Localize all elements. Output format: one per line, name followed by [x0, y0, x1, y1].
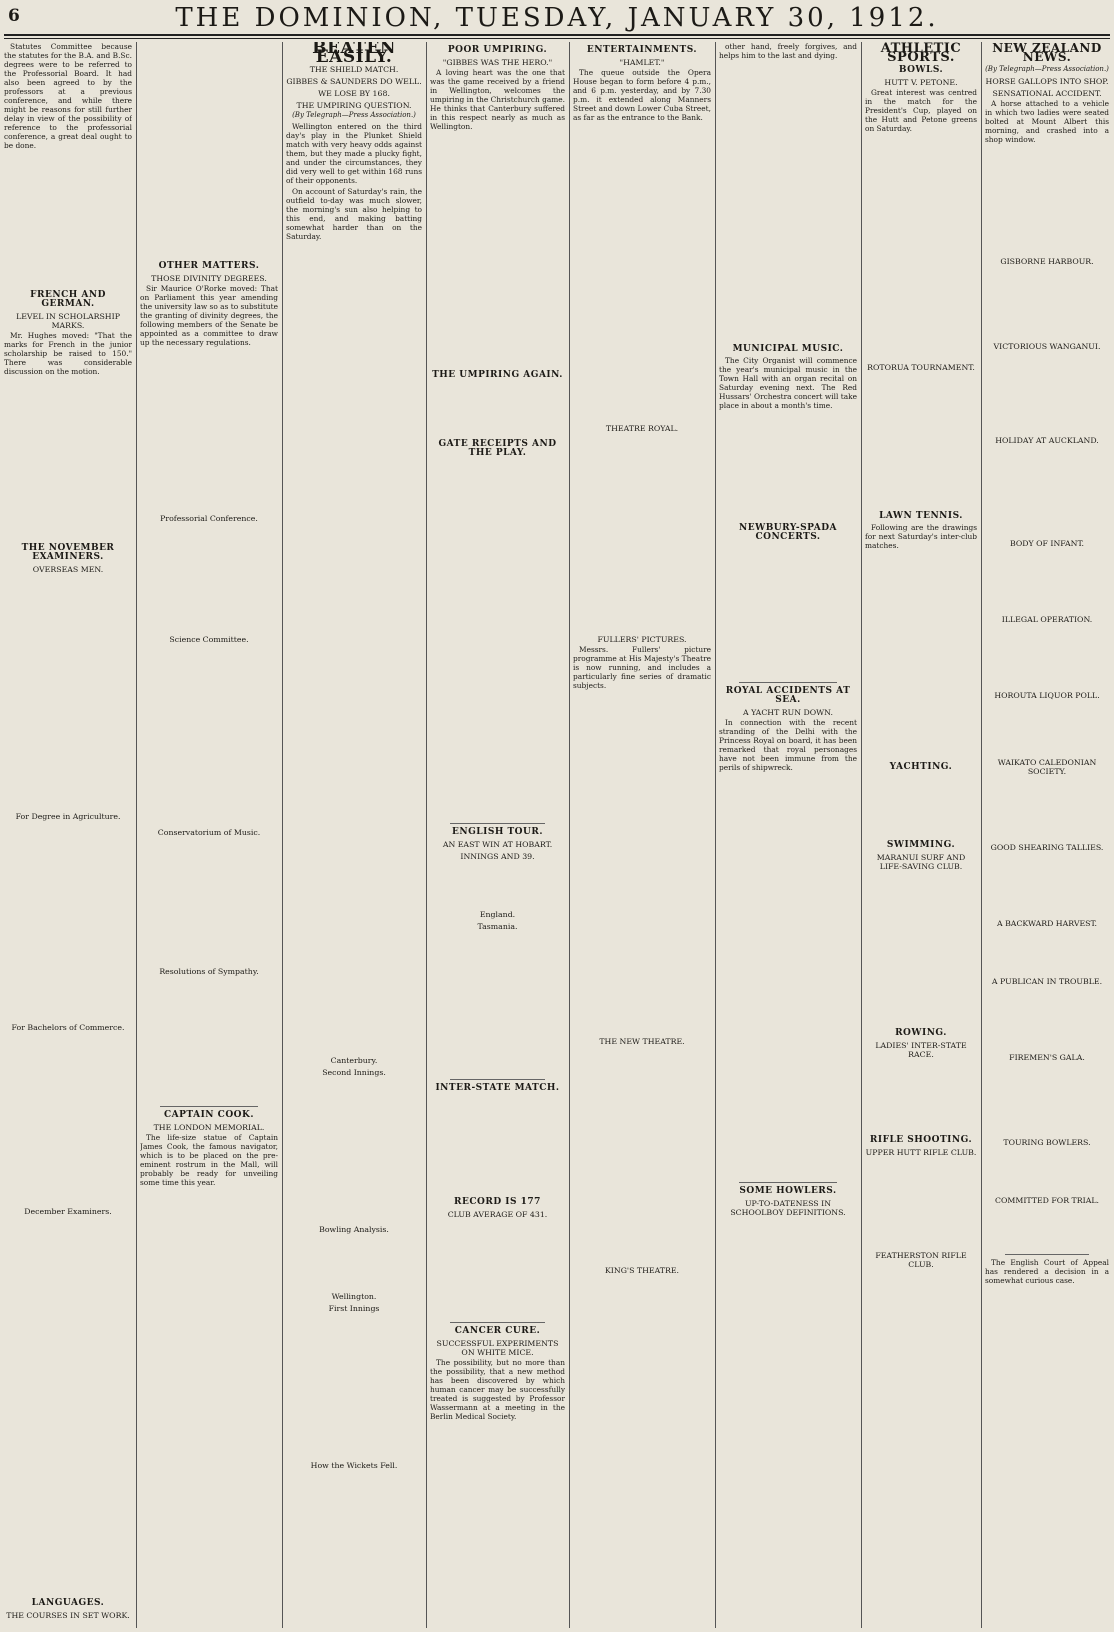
subheading-upper-hutt: UPPER HUTT RIFLE CLUB.: [865, 1148, 977, 1157]
heading-umpiring-again: THE UMPIRING AGAIN.: [432, 370, 563, 380]
heading-lawn-tennis: LAWN TENNIS.: [879, 511, 963, 521]
subheading-commerce: For Bachelors of Commerce.: [11, 1023, 125, 1032]
heading-gate-receipts: GATE RECEIPTS AND THE PLAY.: [438, 439, 557, 458]
subheading-hamlet: "HAMLET.": [619, 58, 665, 67]
subheading-maranui: MARANUI SURF AND LIFE-SAVING CLUB.: [876, 853, 966, 871]
article-paragraph: The possibility, but no more than the possibility, that a new method has been discovered by which human cancer may be successfully treated is suggested by Professor Wassermann at a meeting in the Berlin Medical Society.: [430, 1358, 565, 1421]
subheading-overseas: OVERSEAS MEN.: [32, 565, 104, 574]
text-block: [985, 549, 1109, 612]
subheading-wellington: Wellington.: [331, 1292, 377, 1301]
subheading-innings: INNINGS AND 39.: [460, 852, 535, 861]
subheading-holiday: HOLIDAY AT AUCKLAND.: [995, 436, 1099, 445]
text-block: [573, 692, 711, 1034]
article-paragraph: The English Court of Appeal has rendered a decision in a somewhat curious case.: [985, 1258, 1109, 1285]
text-block: [573, 1047, 711, 1263]
article-paragraph: Great interest was centred in the match for the President's Cup, played on the Hutt and Petone greens on Saturday.: [865, 88, 977, 133]
score-table: [286, 1235, 422, 1289]
heading-captain-cook: CAPTAIN COOK.: [164, 1110, 254, 1120]
subheading-kings-theatre: KING'S THEATRE.: [604, 1266, 680, 1275]
column-2: [140, 42, 278, 1628]
section-rule: [739, 1182, 837, 1183]
text-block: [573, 434, 711, 632]
text-block: [140, 1189, 278, 1628]
subheading-wanganui: VICTORIOUS WANGANUI.: [993, 342, 1101, 351]
subheading-rotorua: ROTORUA TOURNAMENT.: [867, 363, 975, 372]
text-block: [985, 625, 1109, 688]
article-paragraph: Mr. Hughes moved: "That the marks for French in the junior scholarship be raised to 150." There was considerable discussion on the motion.: [4, 331, 132, 376]
text-block: [865, 552, 977, 759]
article-paragraph: Wellington entered on the third day's play in the Plunket Shield match with very heavy odds against them, but they made a plucky fight, and under the circumstances, they did very well to get within 168 runs of their opponents.: [286, 122, 422, 185]
heading-howlers: SOME HOWLERS.: [739, 1186, 837, 1196]
text-block: [430, 1095, 565, 1194]
heading-rifle-shooting: RIFLE SHOOTING.: [869, 1135, 973, 1145]
subheading-theatre-royal: THEATRE ROYAL.: [605, 424, 679, 433]
column-1: [4, 42, 132, 1628]
subheading-committed: COMMITTED FOR TRIAL.: [995, 1196, 1099, 1205]
column-divider: [715, 42, 716, 1628]
text-block: [140, 645, 278, 825]
text-block: [985, 1206, 1109, 1251]
column-divider: [282, 42, 283, 1628]
text-block: [430, 133, 565, 367]
text-block: [4, 575, 132, 809]
subheading-publican: A PUBLICAN IN TROUBLE.: [991, 977, 1103, 986]
masthead-rule: [4, 34, 1110, 39]
text-block: [985, 267, 1109, 339]
column-8: [985, 42, 1109, 1628]
subheading-tasmania: Tasmania.: [477, 922, 518, 931]
subheading-science: Science Committee.: [169, 635, 249, 644]
article-paragraph: Following are the drawings for next Saturday's inter-club matches.: [865, 523, 977, 550]
subheading-canterbury: Canterbury.: [330, 1056, 378, 1065]
heading-languages: LANGUAGES.: [31, 1598, 105, 1608]
article-paragraph: On account of Saturday's rain, the outfield to-day was much slower, the morning's sun also helping to this end, and making batting somewhat harder than on the Saturday.: [286, 187, 422, 241]
subheading-sympathy: Resolutions of Sympathy.: [159, 967, 259, 976]
text-block: [865, 135, 977, 360]
heading-athletic-sports: ATHLETIC SPORTS.: [880, 42, 962, 65]
section-rule: [160, 1106, 258, 1107]
article-paragraph: The life-size statue of Captain James Cook, the famous navigator, which is to be placed on the pre-eminent rostrum in the Mall, will probably be ready for unveiling some time this year.: [140, 1133, 278, 1187]
section-rule: [739, 682, 837, 683]
text-block: [985, 929, 1109, 974]
text-block: [140, 524, 278, 632]
article-paragraph: other hand, freely forgives, and helps him to the last and dying.: [719, 42, 857, 60]
subheading-club-average: CLUB AVERAGE OF 431.: [447, 1210, 548, 1219]
column-7: [865, 42, 977, 1628]
text-block: [140, 977, 278, 1103]
subheading-gibbes-hero: "GIBBES WAS THE HERO.": [442, 58, 553, 67]
text-block: [140, 349, 278, 511]
telegraph-credit: (By Telegraph—Press Association.): [292, 111, 416, 119]
subheading-firemen: FIREMEN'S GALA.: [1009, 1053, 1085, 1062]
heading-english-tour: ENGLISH TOUR.: [452, 827, 543, 837]
text-block: [140, 838, 278, 964]
text-block: [865, 1158, 977, 1248]
subheading-harvest: A BACKWARD HARVEST.: [996, 919, 1098, 928]
score-table: [286, 1078, 422, 1222]
subheading-conservatorium: Conservatorium of Music.: [157, 828, 261, 837]
text-block: [985, 146, 1109, 254]
text-block: [719, 544, 857, 679]
subheading-professorial: Professorial Conference.: [160, 514, 258, 523]
text-block: [865, 1270, 977, 1513]
subheading-new-theatre: THE NEW THEATRE.: [599, 1037, 685, 1046]
text-block: [985, 777, 1109, 840]
score-table: [286, 1314, 422, 1458]
section-rule: [450, 1322, 545, 1323]
column-divider: [861, 42, 862, 1628]
score-table: [430, 932, 565, 1076]
text-block: [719, 412, 857, 520]
subheading-shield: THE SHIELD MATCH.: [309, 65, 399, 74]
text-block: [985, 352, 1109, 433]
section-rule: [450, 823, 545, 824]
subheading-bowling: Bowling Analysis.: [319, 1225, 389, 1234]
subheading-featherston: FEATHERSTON RIFLE CLUB.: [875, 1251, 967, 1269]
heading-french-german: FRENCH AND GERMAN.: [30, 290, 106, 309]
text-block: [430, 1423, 565, 1628]
heading-other-matters: OTHER MATTERS.: [158, 261, 260, 271]
text-block: [985, 1063, 1109, 1135]
heading-swimming: SWIMMING.: [886, 840, 956, 850]
text-block: [4, 152, 132, 287]
column-divider: [981, 42, 982, 1628]
heading-yachting: YACHTING.: [889, 762, 953, 772]
article-paragraph: A loving heart was the one that was the game received by a friend in Wellington, welcomes the umpiring in the Christchurch game. He thinks that Canterbury suffered in this respect nearly as much as Wellington.: [430, 68, 565, 131]
text-block: [140, 42, 278, 258]
heading-cancer-cure: CANCER CURE.: [454, 1326, 541, 1336]
article-paragraph: The City Organist will commence the year's municipal music in the Town Hall with an organ recital on Saturday evening next. The Red Hussars' Orchestra concert will take place in about a month's time.: [719, 356, 857, 410]
text-block: [719, 774, 857, 1179]
column-3: [286, 42, 422, 1628]
subheading-first-innings: First Innings: [328, 1304, 380, 1313]
text-block: [865, 774, 977, 837]
text-block: [985, 701, 1109, 755]
subheading-courses: THE COURSES IN SET WORK.: [6, 1611, 130, 1620]
subheading-shearing: GOOD SHEARING TALLIES.: [990, 843, 1104, 852]
heading-interstate: INTER-STATE MATCH.: [435, 1083, 560, 1093]
subheading-mice: SUCCESSFUL EXPERIMENTS ON WHITE MICE.: [436, 1339, 559, 1357]
subheading-agriculture: For Degree in Agriculture.: [15, 812, 121, 821]
masthead: [0, 0, 1114, 40]
text-block: [430, 382, 565, 436]
heading-examiners: THE NOVEMBER EXAMINERS.: [21, 543, 115, 562]
column-divider: [136, 42, 137, 1628]
text-block: [985, 853, 1109, 916]
article-paragraph: A horse attached to a vehicle in which two ladies were seated bolted at Mount Albert this morning, and crashed into a shop window.: [985, 99, 1109, 144]
column-6: [719, 42, 857, 1628]
text-block: [430, 460, 565, 820]
subheading-hobart: AN EAST WIN AT HOBART.: [442, 840, 553, 849]
text-block: [865, 1060, 977, 1132]
subheading-level-marks: LEVEL IN SCHOLARSHIP MARKS.: [16, 312, 120, 330]
subheading-fall-of-wickets: How the Wickets Fell.: [310, 1461, 398, 1470]
subheading-gisborne: GISBORNE HARBOUR.: [1000, 257, 1094, 266]
heading-poor-umpiring: POOR UMPIRING.: [447, 45, 548, 55]
column-5: [573, 42, 711, 1628]
text-block: [719, 62, 857, 341]
text-block: [865, 872, 977, 1025]
subheading-ladies: LADIES' INTER-STATE RACE.: [875, 1041, 967, 1059]
heading-beaten-easily: BEATEN EASILY.: [312, 42, 396, 67]
subheading-fullers: FULLERS' PICTURES.: [597, 635, 687, 644]
text-block: [430, 1220, 565, 1319]
page-number: 6: [8, 6, 20, 26]
heading-rowing: ROWING.: [895, 1028, 947, 1038]
text-block: [4, 1621, 132, 1628]
subheading-yacht: A YACHT RUN DOWN.: [743, 708, 833, 717]
text-block: [719, 1218, 857, 1578]
text-block: [573, 124, 711, 421]
subheading-infant: BODY OF INFANT.: [1009, 539, 1085, 548]
score-table: [286, 1471, 422, 1498]
newspaper-title: THE DOMINION, TUESDAY, JANUARY 30, 1912.: [175, 3, 939, 33]
heading-nz-news: NEW ZEALAND NEWS.: [992, 42, 1102, 64]
subheading-gibbes-saunders: GIBBES & SAUNDERS DO WELL.: [286, 77, 422, 86]
subheading-december: December Examiners.: [24, 1207, 112, 1216]
subheading-hutt-petone: HUTT V. PETONE.: [884, 78, 958, 87]
text-block: [865, 373, 977, 508]
heading-entertainments: ENTERTAINMENTS.: [586, 45, 698, 55]
text-block: [430, 862, 565, 907]
article-paragraph: Messrs. Fullers' picture programme at His Majesty's Theatre is now running, and includes a particularly fine series of dramatic subjects.: [573, 645, 711, 690]
heading-royal-accidents: ROYAL ACCIDENTS AT SEA.: [725, 686, 851, 705]
section-rule: [450, 1079, 545, 1080]
article-paragraph: The queue outside the Opera House began to form before 4 p.m., and 6 p.m. yesterday, and by 7.30 p.m. it extended along Manners Street and down Lower Cuba Street, as far as the entrance to the Bank.: [573, 68, 711, 122]
subheading-divinity: THOSE DIVINITY DEGREES.: [151, 274, 267, 283]
column-4: [430, 42, 565, 1628]
subheading-england: England.: [479, 910, 516, 919]
subheading-sensational: SENSATIONAL ACCIDENT.: [992, 89, 1102, 98]
subheading-umpiring: THE UMPIRING QUESTION.: [296, 101, 412, 110]
subheading-london-memorial: THE LONDON MEMORIAL.: [153, 1123, 265, 1132]
subheading-waikato: WAIKATO CALEDONIAN SOCIETY.: [997, 758, 1097, 776]
subheading-lose: WE LOSE BY 168.: [318, 89, 390, 98]
subheading-definitions: UP-TO-DATENESS IN SCHOOLBOY DEFINITIONS.: [730, 1199, 846, 1217]
text-block: [985, 1287, 1109, 1557]
subheading-illegal: ILLEGAL OPERATION.: [1001, 615, 1093, 624]
text-block: [985, 446, 1109, 536]
article-paragraph: Sir Maurice O'Rorke moved: That on Parliament this year amending the university law so as to substitute the granting of divinity degrees, the following members of the Senate be appointed as a committee to draw up the necessary regulations.: [140, 284, 278, 347]
subheading-second-innings: Second Innings.: [322, 1068, 386, 1077]
heading-bowls: BOWLS.: [898, 65, 944, 75]
columns: [4, 42, 1110, 1628]
subheading-horouta: HOROUTA LIQUOR POLL.: [994, 691, 1100, 700]
column-divider: [569, 42, 570, 1628]
text-block: [4, 1033, 132, 1204]
heading-municipal-music: MUNICIPAL MUSIC.: [732, 344, 844, 354]
text-block: [985, 1148, 1109, 1193]
text-block: [985, 987, 1109, 1050]
article-paragraph: In connection with the recent stranding of the Delhi with the Princess Royal on board, it has been remarked that royal personages have not been immune from the perils of shipwreck.: [719, 718, 857, 772]
heading-newbury-spada: NEWBURY-SPADA CONCERTS.: [739, 523, 837, 542]
telegraph-credit: (By Telegraph—Press Association.): [985, 65, 1109, 73]
column-divider: [426, 42, 427, 1628]
section-rule: [1005, 1254, 1089, 1255]
heading-record: RECORD IS 177: [454, 1197, 541, 1207]
article-paragraph: Statutes Committee because the statutes for the B.A. and B.Sc. degrees were to be referred to the Professorial Board. It had also been agreed to by the professors at a previous conference, and while there might be reasons for still further delay in view of the possibility of reference to the professorial conference, a great deal ought to be done.: [4, 42, 132, 150]
text-block: [4, 822, 132, 1020]
subheading-horse: HORSE GALLOPS INTO SHOP.: [985, 77, 1109, 86]
text-block: [573, 1276, 711, 1456]
text-block: [4, 1217, 132, 1595]
text-block: [4, 378, 132, 540]
text-block: [286, 243, 422, 1053]
subheading-touring: TOURING BOWLERS.: [1003, 1138, 1091, 1147]
